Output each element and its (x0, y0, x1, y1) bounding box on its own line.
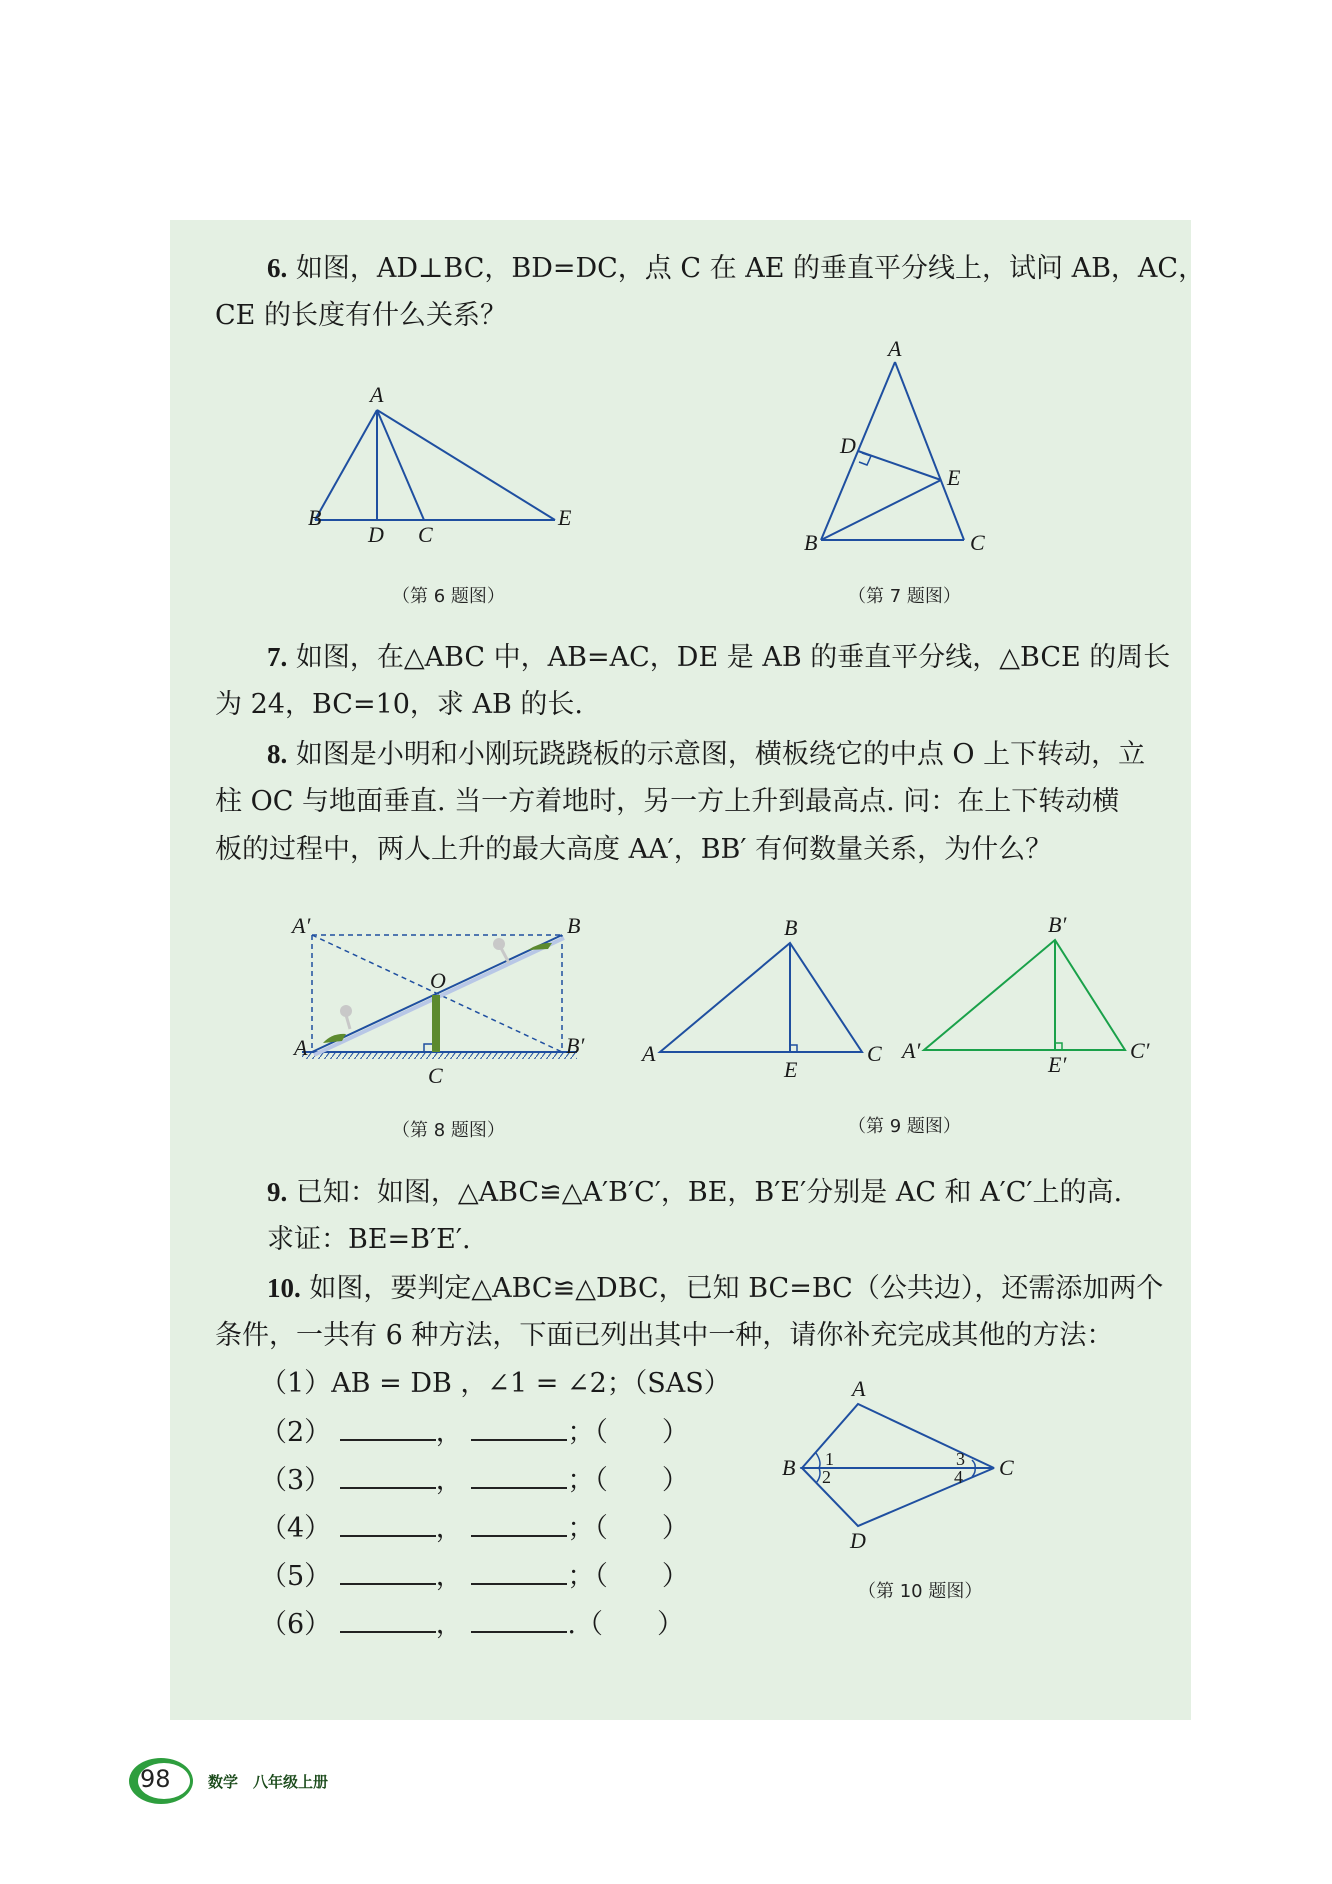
fig7-label-e: E (947, 465, 961, 490)
q9-line1 (267, 1172, 1122, 1213)
q10-item-2-sep: ， (435, 1417, 463, 1448)
fig9-label-a1: A′ (902, 1038, 921, 1063)
q10-item-1-text: AB = DB ，∠1 = ∠2；（SAS） (331, 1368, 731, 1399)
fig6-label-b: B (308, 505, 322, 530)
q10-item-3 (260, 1461, 689, 1501)
fig10-label-4: 4 (954, 1467, 963, 1487)
q10-item-6-blank-2[interactable] (471, 1609, 567, 1633)
fig8-ground-hatch (302, 1052, 577, 1059)
q6-text1: 如图，AD⊥BC，BD=DC，点 C 在 AE 的垂直平分线上，试问 AB，AC， (287, 253, 1206, 284)
fig7-caption: （第 7 题图） (848, 586, 961, 607)
q8-line2: 柱 OC 与地面垂直. 当一方着地时，另一方上升到最高点. 问：在上下转动横 (215, 786, 1120, 817)
q10-item-6-sep: ， (435, 1609, 463, 1640)
fig9-right-angle-mark (790, 1045, 797, 1052)
fig9-triangle-abc (660, 943, 862, 1052)
q10-item-5-blank-2[interactable] (471, 1561, 567, 1585)
q10-item-3-blank-1[interactable] (340, 1465, 436, 1489)
q10-item-2 (260, 1413, 689, 1453)
fig7-label-b: B (804, 530, 818, 555)
q10-item-3-blank-2[interactable] (471, 1465, 567, 1489)
fig8-right-angle-mark (424, 1044, 432, 1052)
fig10-label-2: 2 (822, 1467, 831, 1487)
q7-number: 7. (267, 642, 288, 672)
q10-item-2-index: （2） (260, 1417, 332, 1448)
q10-number: 10. (267, 1273, 301, 1303)
page-number: 98 (140, 1765, 171, 1793)
fig6-line-ae (377, 410, 555, 520)
figure-8 (290, 905, 600, 1095)
figure-6 (300, 380, 580, 550)
fig6-line-ab (315, 410, 377, 520)
q10-item-6-blank-1[interactable] (340, 1609, 436, 1633)
fig10-label-3: 3 (956, 1449, 965, 1469)
fig8-label-o: O (430, 968, 446, 993)
fig10-label-1: 1 (825, 1449, 834, 1469)
fig6-label-c: C (418, 522, 433, 547)
q9-number: 9. (267, 1177, 288, 1207)
q10-item-3-index: （3） (260, 1465, 332, 1496)
q10-item-1-index: （1） (260, 1368, 332, 1399)
q10-item-3-sep: ， (435, 1465, 463, 1496)
q10-item-6-index: （6） (260, 1609, 332, 1640)
q10-item-4-index: （4） (260, 1513, 332, 1544)
fig10-angle-2 (816, 1468, 820, 1483)
fig6-label-e: E (558, 505, 572, 530)
figure-9 (640, 912, 1180, 1095)
q10-line1 (267, 1268, 1163, 1309)
q6-number: 6. (267, 253, 288, 283)
q8-line1 (267, 734, 1145, 775)
fig8-post (432, 995, 440, 1052)
fig7-line-be (821, 480, 941, 540)
figure-7 (800, 336, 1000, 560)
q10-text1: 如图，要判定△ABC≌△DBC，已知 BC=BC（公共边），还需添加两个 (300, 1273, 1164, 1304)
fig8-label-a: A (294, 1035, 308, 1060)
fig7-label-c: C (970, 530, 985, 555)
fig7-label-d: D (840, 433, 856, 458)
q7-line2: 为 24，BC=10，求 AB 的长. (215, 689, 584, 720)
fig6-line-ac (377, 410, 424, 520)
q9-text1: 已知：如图，△ABC≌△A′B′C′，BE，B′E′分别是 AC 和 A′C′上的高. (287, 1177, 1123, 1208)
fig8-caption: （第 8 题图） (392, 1120, 505, 1141)
q6-line2: CE 的长度有什么关系？ (215, 300, 507, 331)
fig8-handle-right (493, 938, 505, 950)
fig7-line-ac (895, 362, 964, 540)
fig10-label-d: D (850, 1528, 866, 1553)
figure-10 (770, 1376, 1030, 1560)
q10-item-4 (260, 1509, 689, 1549)
fig9-label-b: B (784, 915, 798, 940)
q10-item-4-end: ；（ ） (567, 1513, 689, 1544)
q10-item-2-blank-2[interactable] (471, 1417, 567, 1441)
fig9-caption: （第 9 题图） (848, 1116, 961, 1137)
q10-item-5-end: ；（ ） (567, 1561, 689, 1592)
q7-line1 (267, 637, 1170, 678)
fig8-label-b: B (567, 913, 581, 938)
q10-item-4-blank-2[interactable] (471, 1513, 567, 1537)
fig9-label-e1: E′ (1048, 1052, 1067, 1077)
q10-item-6 (260, 1605, 684, 1645)
q10-item-5 (260, 1557, 689, 1597)
fig8-label-a1: A′ (292, 913, 311, 938)
fig7-label-a: A (888, 336, 902, 361)
fig9-right-angle-mark-prime (1055, 1043, 1062, 1050)
fig9-label-e: E (784, 1057, 798, 1082)
q10-item-5-sep: ， (435, 1561, 463, 1592)
fig10-label-c: C (999, 1455, 1014, 1480)
fig10-angle-1 (816, 1453, 820, 1468)
q10-item-1 (260, 1364, 731, 1404)
q10-item-5-index: （5） (260, 1561, 332, 1592)
q8-text1: 如图是小明和小刚玩跷跷板的示意图，横板绕它的中点 O 上下转动，立 (287, 739, 1146, 770)
q10-item-4-sep: ， (435, 1513, 463, 1544)
fig8-label-b1: B′ (566, 1033, 585, 1058)
q8-number: 8. (267, 739, 288, 769)
q10-item-4-blank-1[interactable] (340, 1513, 436, 1537)
book-title: 数学 八年级上册 (208, 1773, 329, 1791)
q6-line1 (267, 248, 1205, 289)
q10-item-6-end: .（ ） (567, 1609, 684, 1640)
fig6-label-a: A (370, 382, 384, 407)
fig8-seat-right (528, 943, 552, 950)
fig10-label-a: A (852, 1376, 866, 1401)
fig6-caption: （第 6 题图） (392, 586, 505, 607)
fig9-triangle-a1b1c1 (924, 940, 1125, 1050)
fig10-caption: （第 10 题图） (858, 1581, 983, 1602)
fig9-label-a: A (642, 1041, 656, 1066)
q7-text1: 如图，在△ABC 中，AB=AC，DE 是 AB 的垂直平分线，△BCE 的周长 (287, 642, 1171, 673)
fig9-label-c: C (867, 1041, 882, 1066)
fig10-label-b: B (782, 1455, 796, 1480)
fig8-label-c: C (428, 1063, 443, 1088)
q10-item-2-end: ；（ ） (567, 1417, 689, 1448)
fig6-label-d: D (368, 522, 384, 547)
fig9-label-c1: C′ (1130, 1038, 1150, 1063)
q9-line2: 求证：BE=B′E′. (267, 1224, 471, 1255)
q10-item-5-blank-1[interactable] (340, 1561, 436, 1585)
fig9-label-b1: B′ (1048, 912, 1067, 937)
fig10-angle-3 (972, 1460, 975, 1468)
q8-line3: 板的过程中，两人上升的最大高度 AA′，BB′ 有何数量关系，为什么？ (215, 834, 1053, 865)
q10-line2: 条件，一共有 6 种方法，下面已列出其中一种，请你补充完成其他的方法： (215, 1320, 1114, 1351)
fig7-right-angle-mark (859, 453, 871, 465)
q10-item-3-end: ；（ ） (567, 1465, 689, 1496)
q10-item-2-blank-1[interactable] (340, 1417, 436, 1441)
